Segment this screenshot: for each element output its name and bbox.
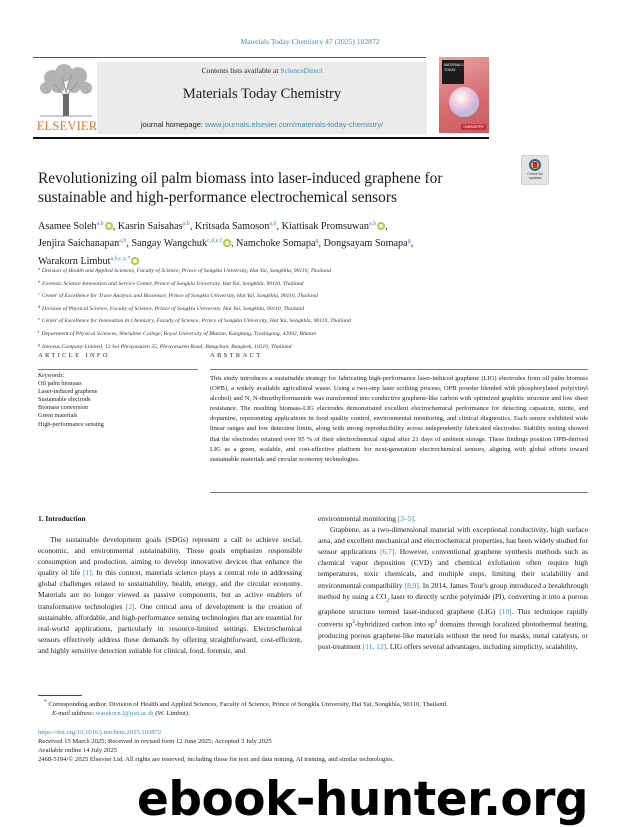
check-for-updates-button[interactable] <box>521 155 549 185</box>
affiliation: $^b$ Forensic Science Innovation and Service Center, Prince of Songkla University, Hat Yai, Songkhla, 90110, Thailand <box>38 278 304 287</box>
abstract-text: This study introduces a sustainable strategy for fabricating high-performance laser-induced graphene (LIG) electrodes from oil palm biomass (OPB), a widely available agricultural waste. Using a two-step laser scribing process, OPB powder blended with phosphorylated poly(vinyl alcohol) and N, N-dimethylformamide was transformed into conductive graphene-like carbon with optimized graphitic structure and low sheet resistance. The resulting biomass-LIG electrodes demonstrated excellent electrochemical performance for detecting capsaicin, nitrite, and dopamine, representing applications in food quality control, environmental monitoring, and clinical diagnostics. Each sensor exhibited wide linear ranges and low detection limits, along with strong reproducibility across independently fabricated electrodes. Stability testing showed that the electrodes retained over 95 % of their electrochemical signal after 21 days of ambient storage. These findings position OPB-derived LIG as a green, scalable, and cost-effective platform for next-generation electrochemical sensors, aligning with global efforts toward sustainable materials and circular economy technologies. <box>210 375 588 463</box>
cover-artwork <box>449 87 479 117</box>
homepage-prefix: journal homepage: <box>140 120 206 129</box>
citation-link[interactable]: [10] <box>499 607 512 617</box>
affiliation: $^a$ Division of Health and Applied Sciences, Faculty of Science, Prince of Songkla University, Hat Yai, Songkhla, 90110, Thailand <box>38 266 331 274</box>
footnote-rule <box>38 695 82 696</box>
watermark-text: ebook-hunter.org <box>137 772 589 827</box>
citation-link[interactable]: [11, 12] <box>362 642 387 651</box>
journal-reference[interactable]: Materials Today Chemistry 47 (2025) 102872 <box>240 37 380 46</box>
abstract-rule <box>210 369 588 370</box>
orcid-icon[interactable] <box>223 239 231 247</box>
elsevier-wordmark: ELSEVIER <box>36 119 98 133</box>
keyword: Laser-induced graphene <box>38 388 98 396</box>
masthead-bottom-rule <box>33 137 489 139</box>
publication-info <box>38 728 598 764</box>
author[interactable]: Kasrin Saisahas$^{a,b}$ <box>117 221 190 232</box>
cover-label: MATERIALS TODAY <box>442 60 464 84</box>
article-title: Revolutionizing oil palm biomass into laser-induced graphene for sustainable and high-performance electrochemical sensors <box>38 170 443 206</box>
keyword: Biomass conversion <box>38 404 89 412</box>
author[interactable]: Dongsayam Somapa$^g$ <box>323 238 411 250</box>
crossmark-icon <box>529 159 541 171</box>
contents-prefix: Contents lists available at <box>201 66 281 75</box>
elsevier-tree-icon <box>36 62 96 118</box>
orcid-icon[interactable] <box>377 222 385 230</box>
citation-link[interactable]: [3–5] <box>397 514 414 523</box>
article-info-heading: ARTICLE INFO <box>38 352 110 359</box>
copyright-notice: 2468-5194/© 2025 Elsevier Ltd. All rights are reserved, including those for text and data mining, AI training, and similar technologies. <box>38 756 395 764</box>
paragraph: Graphene, as a two-dimensional material with exceptional conductivity, high surface area, and excellent mechanical and electrochemical properties, has been widely studied for sensor applications [6,7]. However, conventional graphene synthesis methods such as chemical vapor deposition (CVD) and chemical exfoliation often require high temperatures, toxic chemicals, and multiple steps, limiting their scalability and environmental compatibility [8,9]. In 2014, James Tour's group introduced a breakthrough method by using a $CO_2$ laser to directly scribe polyimide (PI), converting it into a porous graphene structure termed laser-induced graphene (LIG) [10]. This technique rapidly converts $sp^3$-hybridized carbon into $sp^2$ domains through localized photothermal heating, producing porous graphene-like materials without the need for masks, metal catalysts, or post-treatment [11, 12]. LIG offers several advantages, including simplicity, scalability, <box>318 525 589 651</box>
citation-link[interactable]: [2] <box>125 601 135 611</box>
cover-tag: CHEMISTRY <box>463 125 484 129</box>
article-info-rule <box>38 369 198 370</box>
author[interactable]: Namchoke Somapa$^g$ <box>236 238 319 250</box>
elsevier-logo[interactable] <box>33 62 101 134</box>
affiliation: $^e$ Center of Excellence for Innovation in Chemistry, Faculty of Science, Prince of Songkla University, Hat Yai, Songkhla, 90110, Thailand <box>38 316 351 325</box>
author[interactable]: Kiattisak Promsuwan$^{a,b}$ <box>282 221 386 232</box>
journal-cover-thumbnail[interactable] <box>439 57 489 133</box>
corresponding-author-footnote: * Corresponding author. Division of Health and Applied Sciences, Faculty of Science, Prince of Songkla University, Hat Yai, Songkhla, 90110, Thailand. E-mail address: warakorn.l@psu.ac.th (W. Limbut). <box>44 699 448 718</box>
body-column-left <box>38 534 302 656</box>
paragraph: environmental monitoring [3–5]. <box>318 514 416 523</box>
journal-homepage-link[interactable]: www.journals.elsevier.com/materials-today-chemistry/ <box>205 120 384 129</box>
paragraph: The sustainable development goals (SDGs) represent a call to achieve social, economic, and environmental sustainability. These goals emphasize responsible consumption and production, aiming to develop innovative devices that enhance the quality of life [1]. In this context, materials science plays a central role in addressing global challenges related to sustainability, health, energy, and the circular economy. Materials are no longer viewed as passive components, but as active enablers of transformative technologies [2]. One critical area of development is the creation of sustainable, affordable, and high-performance sensing technologies that are essential for real-world applications, particularly in resource-limited settings. Electrochemical sensors effectively address these demands by offering straightforward, cost-efficient, and highly sensitive detection suitable for clinical, food, forensic, and <box>38 535 302 655</box>
citation-link[interactable]: [8,9] <box>404 580 419 590</box>
keyword: Sustainable electrode <box>38 396 91 404</box>
author[interactable]: Kritsada Samoson$^{a,b}$ <box>194 221 277 232</box>
keywords-label: Keywords: <box>38 372 65 379</box>
author[interactable]: Warakorn Limbut$^{a,b,c,e,*}$ <box>38 256 139 267</box>
citation-link[interactable]: [6,7] <box>380 547 395 557</box>
abstract-heading: ABSTRACT <box>210 352 263 359</box>
affiliation: $^f$ Department of Physical Sciences, Sherubtse College, Royal University of Bhutan, Kanglung, Trashigang, 42002, Bhutan <box>38 328 317 337</box>
author[interactable]: Sangay Wangchuk$^{c,d,e,f}$ <box>131 238 231 249</box>
keyword: High-performance sensing <box>38 420 104 428</box>
body-column-right <box>318 513 588 652</box>
check-for-updates-label: Check for updates <box>527 172 543 181</box>
keywords-list <box>38 372 198 429</box>
header-divider <box>33 57 426 58</box>
email-link[interactable]: warakorn.l@psu.ac.th <box>95 710 154 718</box>
orcid-icon[interactable] <box>105 222 113 230</box>
affiliation: $^c$ Center of Excellence for Trace Analysis and Biosensor, Prince of Songkla University, Hat Yai, Songkhla, 90110, Thailand <box>38 291 318 300</box>
author-list: Asamee Soleh$^{a,b}$ , Kasrin Saisahas$^{a,b}$, Kritsada Samoson$^{a,b}$, Kiattisak Promsuwan$^{a,b}$ , Jenjira Saichanapan$^{a,b}$, Sangay Wangchuk$^{c,d,e,f}$ , Namchoke Somapa$^g$, Dongsayam Somapa$^g$, Warakorn Limbut$^{a,b,c,e,*}$ <box>38 221 414 267</box>
contents-line <box>97 66 427 75</box>
affiliation: $^d$ Division of Physical Science, Faculty of Science, Prince of Songkla University, Hat Yai, Songkhla, 90110, Thailand <box>38 303 305 312</box>
journal-masthead <box>97 62 427 134</box>
available-online: Available online 14 July 2025 <box>38 747 117 755</box>
citation-link[interactable]: [1] <box>83 568 92 578</box>
abstract-bottom-rule <box>210 492 588 493</box>
journal-title: Materials Today Chemistry <box>182 86 342 102</box>
affiliation: $^g$ Innovus Company Limited, 12 Soi Phrayasuren 35, Phrayasuren Road, Bangchan, Bangkok, 10510, Thailand <box>38 341 292 350</box>
keyword: Oil palm biomass <box>38 380 82 388</box>
keyword: Green materials <box>38 412 78 420</box>
sciencedirect-link[interactable]: ScienceDirect <box>280 66 323 75</box>
section-heading-introduction: 1. Introduction <box>38 514 86 523</box>
author[interactable]: Jenjira Saichanapan$^{a,b}$ <box>38 238 127 250</box>
author[interactable]: Asamee Soleh$^{a,b}$ <box>38 221 113 232</box>
doi-link[interactable]: https://doi.org/10.1016/j.mtchem.2025.102872 <box>38 729 162 736</box>
article-dates: Received 15 March 2025; Received in revised form 12 June 2025; Accepted 3 July 2025 <box>38 738 272 746</box>
affiliation-list <box>38 264 508 352</box>
journal-homepage-line <box>97 120 427 129</box>
